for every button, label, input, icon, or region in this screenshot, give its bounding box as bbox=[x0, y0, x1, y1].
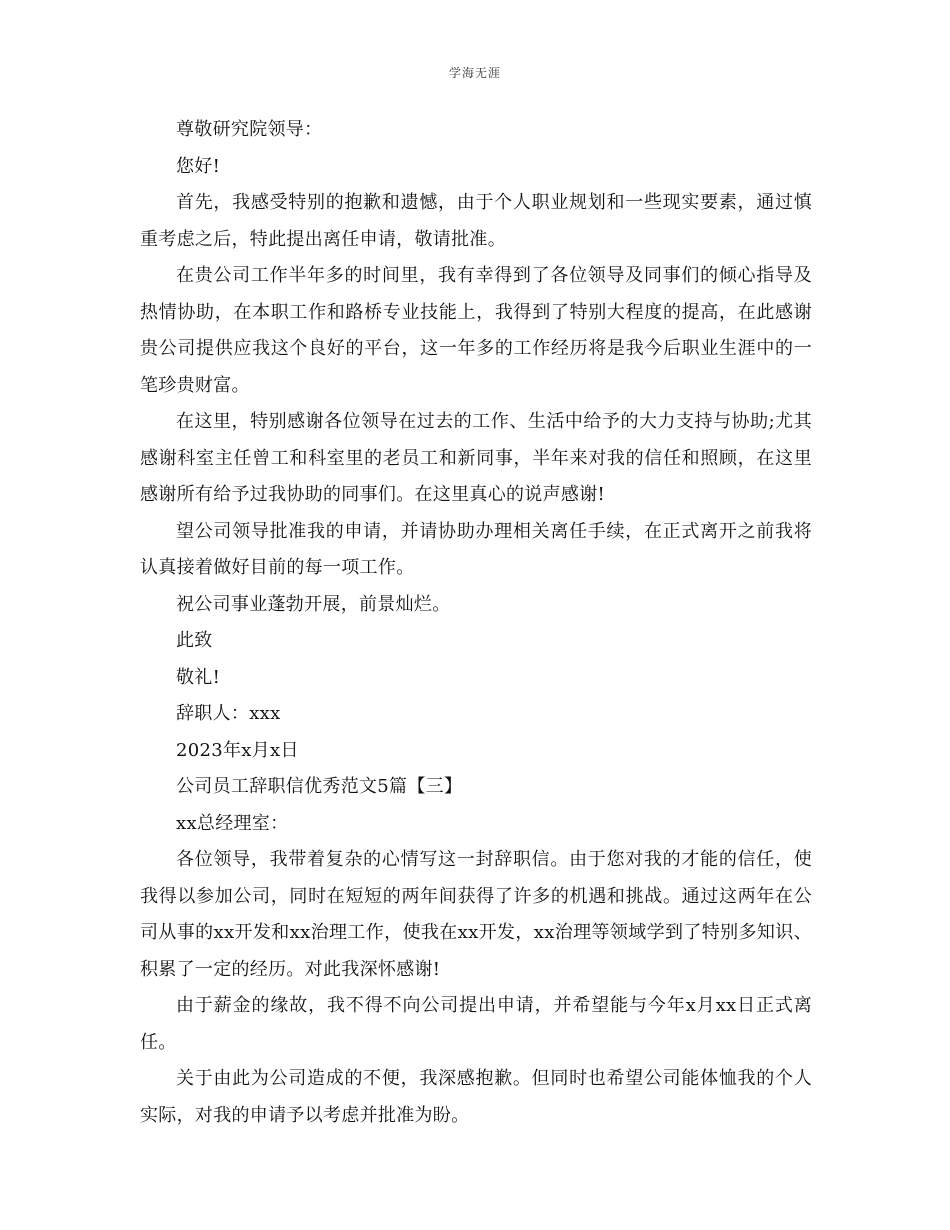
date: 2023年x月x日 bbox=[176, 739, 299, 761]
page-header: 学海无涯 bbox=[448, 66, 501, 80]
body-paragraph: 由于薪金的缘故，我不得不向公司提出申请，并希望能与今年x月xx日正式离任。 bbox=[140, 995, 812, 1053]
body-paragraph: 在贵公司工作半年多的时间里，我有幸得到了各位领导及同事们的倾心指导及热情协助，在本职工作和路桥专业技能上，我得到了特别大程度的提高，在此感谢贵公司提供应我这个良好的平台，这一年多的工作经历将是我今后职业生涯中的一笔珍贵财富。 bbox=[140, 265, 812, 396]
salutation: 尊敬研究院领导： bbox=[176, 119, 323, 140]
greeting: 您好! bbox=[176, 155, 221, 177]
document-body bbox=[140, 112, 812, 1134]
body-paragraph: 关于由此为公司造成的不便，我深感抱歉。但同时也希望公司能体恤我的个人实际，对我的申请予以考虑并批准为盼。 bbox=[140, 1068, 812, 1126]
signature: 辞职人：xxx bbox=[176, 703, 281, 724]
body-paragraph: 首先，我感受特别的抱歉和遗憾，由于个人职业规划和一些现实要素，通过慎重考虑之后，特此提出离任申请，敬请批准。 bbox=[140, 192, 812, 250]
body-paragraph: 各位领导，我带着复杂的心情写这一封辞职信。由于您对我的才能的信任，使我得以参加公司，同时在短短的两年间获得了许多的机遇和挑战。通过这两年在公司从事的xx开发和xx治理工作，使我在xx开发，xx治理等领域学到了特别多知识、积累了一定的经历。对此我深怀感谢! bbox=[140, 849, 812, 980]
recipient: xx总经理室： bbox=[176, 812, 289, 834]
body-paragraph: 祝公司事业蓬勃开展，前景灿烂。 bbox=[176, 593, 451, 615]
body-paragraph: 在这里，特别感谢各位领导在过去的工作、生活中给予的大力支持与协助;尤其感谢科室主任曾工和科室里的老员工和新同事，半年来对我的信任和照顾，在这里感谢所有给予过我协助的同事们。在这里真心的说声感谢! bbox=[140, 411, 812, 505]
body-paragraph: 望公司领导批准我的申请，并请协助办理相关离任手续，在正式离开之前我将认真接着做好目前的每一项工作。 bbox=[140, 520, 812, 578]
closing-regards: 敬礼! bbox=[176, 666, 221, 688]
section-title: 公司员工辞职信优秀范文5篇【三】 bbox=[176, 776, 463, 797]
closing: 此致 bbox=[176, 630, 213, 651]
